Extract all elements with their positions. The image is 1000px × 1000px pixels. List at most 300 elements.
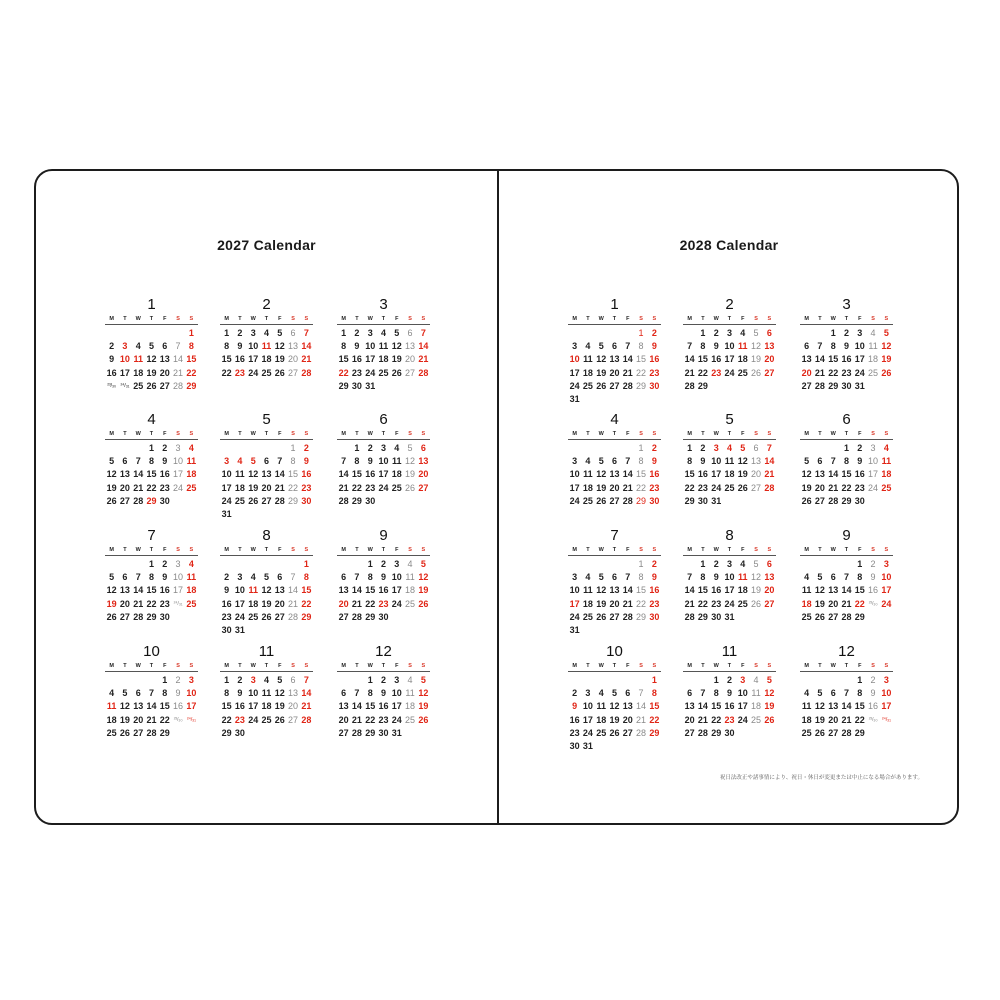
day-cell: 28 [338,495,349,506]
day-cell: 29 [841,495,852,506]
empty-cell [247,558,260,570]
day-cell: 16 [724,701,735,712]
weekday-label: T [818,663,822,669]
day-cell: 28 [622,380,633,391]
day-cell: 7 [303,675,309,685]
day-cell: 17 [737,701,748,712]
day-cell: 27 [288,714,299,725]
weekday-label: T [238,663,242,669]
empty-cell [800,674,813,686]
day-cell: 21 [764,469,775,480]
day-cell: ²³/₃₀ [868,716,878,723]
calendar-book [34,169,959,825]
day-cell: 18 [801,598,812,609]
day-cell: 1 [148,443,154,453]
weekday-label: S [639,431,643,437]
day-cell: 10 [737,688,748,699]
weekday-label: S [189,663,194,669]
weekday-label: W [250,431,256,437]
weekday-label: T [701,547,705,553]
day-cell: 15 [365,585,376,596]
weekday-header [105,431,198,440]
day-cell: 3 [175,443,181,453]
day-cell: 31 [234,624,245,635]
day-cell: 20 [828,598,839,609]
weekday-label: S [884,547,889,553]
day-cell: 31 [221,508,232,519]
day-cell: 28 [173,380,184,391]
day-cell: 11 [392,456,402,467]
day-cell: 27 [764,598,775,609]
month-block [105,411,198,507]
day-cell: 22 [351,482,362,493]
day-cell: 18 [868,354,879,365]
empty-cell [683,327,696,339]
day-cell: 5 [883,328,889,338]
weekday-label: M [687,431,692,437]
weekday-header [105,316,198,325]
day-cell: 27 [828,727,839,738]
day-cell: 18 [751,701,762,712]
day-cell: 29 [301,611,312,622]
day-cell: 12 [737,456,748,467]
day-grid [568,674,661,752]
weekday-label: S [767,663,772,669]
day-cell: 7 [175,341,181,352]
day-cell: 14 [301,688,312,699]
day-cell: 26 [751,367,762,378]
weekday-label: S [189,547,194,553]
day-cell: 3 [122,341,128,352]
day-cell: 19 [596,598,607,609]
day-cell: 15 [697,585,708,596]
day-cell: 11 [186,456,197,467]
day-cell: 7 [625,572,631,583]
day-cell: 14 [338,469,349,480]
weekday-header [220,547,313,556]
day-cell: 3 [883,675,889,685]
day-cell: 18 [106,714,117,725]
weekday-label: F [626,431,630,437]
weekday-label: F [163,547,167,553]
day-cell: 20 [119,598,130,609]
day-cell: 1 [700,328,706,338]
day-cell: 26 [261,611,272,622]
month-name: 9 [842,527,851,544]
day-cell: 22 [338,367,349,378]
day-cell: 9 [109,354,115,365]
weekday-label: T [264,663,269,669]
day-cell: 6 [830,688,836,699]
month-name: 2 [725,296,734,313]
day-cell: 25 [186,598,197,609]
day-cell: 17 [221,482,232,493]
day-cell: 14 [133,469,144,480]
day-cell: 9 [175,688,181,699]
day-cell: 18 [582,482,593,493]
day-cell: 4 [135,341,141,352]
day-cell: 20 [338,714,349,725]
weekday-label: T [149,663,154,669]
day-cell: 9 [700,456,706,467]
day-cell: 1 [162,675,168,685]
day-cell: 24 [569,495,580,506]
day-cell: 16 [365,469,376,480]
day-cell: 15 [636,469,647,480]
weekday-label: F [278,663,282,669]
day-cell: 4 [585,572,591,583]
day-grid [337,558,430,623]
day-cell: 12 [248,469,259,480]
weekday-header [568,663,661,672]
day-grid [220,558,313,636]
day-cell: 25 [186,482,197,493]
weekday-label: M [687,316,692,322]
day-cell: 8 [700,572,706,583]
day-cell: 31 [569,393,580,404]
day-cell: 23 [569,727,580,738]
day-cell: 10 [234,585,245,596]
weekday-label: S [754,431,758,437]
day-cell: 28 [133,611,144,622]
day-cell: 26 [737,482,748,493]
day-cell: 7 [843,572,849,583]
day-cell: 7 [354,572,360,583]
day-cell: 25 [378,367,389,378]
day-cell: 17 [724,354,735,365]
empty-cell [683,558,696,570]
weekday-header [683,547,776,556]
day-cell: 14 [841,585,852,596]
day-cell: 22 [221,714,232,725]
day-cell: 18 [248,598,259,609]
day-cell: 19 [814,598,825,609]
day-cell: 28 [764,482,775,493]
day-cell: 29 [684,495,695,506]
day-cell: 30 [854,495,865,506]
day-cell: 2 [700,443,706,453]
day-cell: 4 [726,443,732,453]
day-cell: 18 [261,701,272,712]
weekday-label: F [858,316,862,322]
day-cell: 22 [697,367,708,378]
day-cell: 26 [814,611,825,622]
day-cell: 12 [596,469,607,480]
weekday-label: S [652,547,657,553]
day-cell: 26 [418,714,429,725]
empty-cell [105,674,118,686]
day-cell: 25 [737,367,748,378]
weekday-label: M [341,431,346,437]
weekday-label: F [858,431,862,437]
day-cell: 11 [186,572,197,583]
weekday-label: T [149,431,154,437]
weekday-header [105,663,198,672]
day-cell: 5 [420,559,426,569]
day-cell: 10 [881,572,892,583]
day-cell: 5 [263,572,269,583]
day-cell: 26 [764,714,775,725]
day-cell: 27 [828,611,839,622]
weekday-label: T [818,431,822,437]
weekday-label: S [304,431,309,437]
day-cell: 28 [622,611,633,622]
day-cell: 4 [753,675,759,685]
day-cell: 5 [804,456,810,467]
day-cell: 29 [338,380,349,391]
day-cell: 12 [418,688,429,699]
weekday-label: F [626,316,630,322]
day-cell: 7 [687,572,693,583]
day-cell: 10 [711,456,722,467]
weekday-label: S [767,547,772,553]
day-cell: 8 [303,572,309,583]
day-cell: 30 [649,495,660,506]
day-cell: 16 [697,469,708,480]
day-cell: 1 [687,443,693,453]
day-cell: 5 [420,675,426,685]
day-cell: 15 [854,701,865,712]
weekday-label: F [163,663,167,669]
day-cell: 9 [857,456,863,467]
day-cell: 22 [301,598,312,609]
day-cell: 24 [854,367,865,378]
day-cell: 11 [596,701,606,712]
day-cell: 11 [405,688,415,699]
day-cell: 23 [301,482,312,493]
weekday-label: M [341,316,346,322]
day-cell: 25 [801,611,812,622]
day-cell: 3 [713,443,719,453]
day-cell: 8 [341,341,347,352]
day-cell: 23 [697,482,708,493]
day-cell: 19 [737,469,748,480]
day-cell: 10 [391,572,402,583]
day-cell: 21 [622,482,633,493]
day-cell: 15 [221,701,232,712]
day-cell: 15 [365,701,376,712]
day-cell: 22 [365,598,376,609]
day-cell: 14 [351,701,362,712]
weekday-label: W [598,663,604,669]
day-cell: 21 [622,598,633,609]
day-cell: 5 [394,328,400,338]
day-cell: 18 [582,598,593,609]
day-grid [337,674,430,739]
day-cell: 20 [338,598,349,609]
day-cell: 25 [582,611,593,622]
day-cell: 11 [261,688,272,699]
empty-cell [608,442,621,454]
weekday-label: S [421,547,426,553]
day-cell: 2 [651,559,657,569]
day-cell: 17 [391,585,402,596]
month-name: 5 [262,411,271,428]
day-cell: 15 [684,469,695,480]
month-name: 11 [258,643,275,660]
day-cell: 25 [582,495,593,506]
day-cell: 4 [394,443,400,453]
month-block [220,527,313,636]
day-cell: 28 [351,727,362,738]
day-cell: 3 [380,443,386,453]
month-block [220,643,313,739]
day-cell: 27 [814,495,825,506]
day-cell: 31 [854,380,865,391]
day-cell: 1 [651,675,657,685]
weekday-label: S [871,431,875,437]
day-cell: 23 [711,367,722,378]
day-cell: 6 [766,328,772,338]
day-cell: 7 [830,456,836,467]
weekday-label: S [421,431,426,437]
day-cell: 28 [351,611,362,622]
day-cell: 1 [638,443,644,453]
month-name: 9 [379,527,388,544]
day-cell: 26 [106,611,117,622]
day-cell: 24 [378,482,389,493]
empty-cell [595,327,608,339]
weekday-label: W [713,431,719,437]
day-cell: 28 [684,611,695,622]
day-cell: 12 [881,341,892,352]
weekday-label: T [727,316,732,322]
month-name: 4 [610,411,619,428]
day-cell: 14 [146,701,157,712]
day-cell: 5 [817,572,823,583]
day-cell: 16 [868,701,879,712]
weekday-label: M [109,663,114,669]
empty-cell [132,327,145,339]
empty-cell [233,558,246,570]
day-cell: 13 [828,585,839,596]
day-cell: 1 [857,559,863,569]
day-cell: 5 [109,572,115,583]
day-cell: 19 [596,482,607,493]
day-cell: 29 [186,380,197,391]
day-cell: 8 [687,456,693,467]
day-cell: 20 [274,598,285,609]
day-cell: 3 [857,328,863,338]
empty-cell [260,558,273,570]
day-cell: 6 [420,443,426,453]
weekday-label: S [291,547,295,553]
empty-cell [118,442,131,454]
day-cell: 29 [288,495,299,506]
day-cell: 21 [418,354,429,365]
day-cell: 24 [391,714,402,725]
day-cell: 2 [354,328,360,338]
empty-cell [118,674,131,686]
empty-cell [132,558,145,570]
day-cell: 8 [700,341,706,352]
day-cell: 11 [881,456,892,467]
weekday-label: T [586,431,590,437]
day-cell: 20 [609,367,620,378]
day-cell: 27 [609,495,620,506]
weekday-label: T [701,316,705,322]
day-cell: 18 [881,469,892,480]
day-cell: 19 [261,598,272,609]
month-name: 5 [725,411,734,428]
day-cell: 2 [380,559,386,569]
empty-cell [273,558,286,570]
day-cell: 5 [611,688,617,699]
day-cell: 13 [338,701,349,712]
day-cell: 10 [365,341,376,352]
day-grid [800,442,893,507]
day-cell: 26 [596,495,607,506]
day-cell: 30 [649,611,660,622]
day-cell: 9 [651,572,657,583]
empty-cell [105,558,118,570]
weekday-label: T [355,316,359,322]
day-cell: 8 [651,688,657,699]
day-cell: 18 [737,585,748,596]
day-cell: 27 [274,611,285,622]
day-cell: 11 [583,354,593,365]
day-cell: 9 [870,688,876,699]
day-cell: 27 [119,611,130,622]
day-grid [683,442,776,507]
day-cell: 1 [367,675,373,685]
day-cell: 1 [638,559,644,569]
day-cell: 6 [687,688,693,699]
empty-cell [595,442,608,454]
weekday-label: S [304,316,309,322]
day-cell: 20 [622,714,633,725]
day-cell: 11 [583,469,593,480]
weekday-label: T [612,547,617,553]
weekday-header [337,431,430,440]
day-cell: 19 [119,714,130,725]
day-cell: 29 [351,495,362,506]
day-cell: 23 [351,367,362,378]
day-grid [683,674,776,739]
day-cell: 10 [569,354,580,365]
weekday-label: T [264,431,269,437]
day-cell: 14 [828,469,839,480]
day-cell: 17 [881,585,892,596]
day-cell: 14 [814,354,825,365]
day-cell: 28 [684,380,695,391]
day-cell: 27 [418,482,429,493]
day-cell: 8 [857,688,863,699]
day-cell: 23 [649,482,660,493]
empty-cell [608,674,621,686]
day-cell: 7 [766,443,772,453]
month-name: 10 [143,643,160,660]
day-cell: 27 [622,727,633,738]
weekday-header [800,663,893,672]
day-cell: 7 [290,572,296,583]
day-cell: 25 [405,714,416,725]
day-cell: 3 [394,675,400,685]
weekday-label: M [804,547,809,553]
weekday-label: S [871,316,875,322]
month-block [683,527,776,623]
month-block [800,527,893,623]
day-cell: 24 [173,482,184,493]
day-cell: 16 [868,585,879,596]
day-cell: 21 [684,367,695,378]
day-cell: 8 [224,341,230,352]
month-block [337,643,430,739]
day-cell: 22 [828,367,839,378]
day-cell: 29 [636,495,647,506]
day-cell: 23 [221,611,232,622]
weekday-label: W [830,316,836,322]
